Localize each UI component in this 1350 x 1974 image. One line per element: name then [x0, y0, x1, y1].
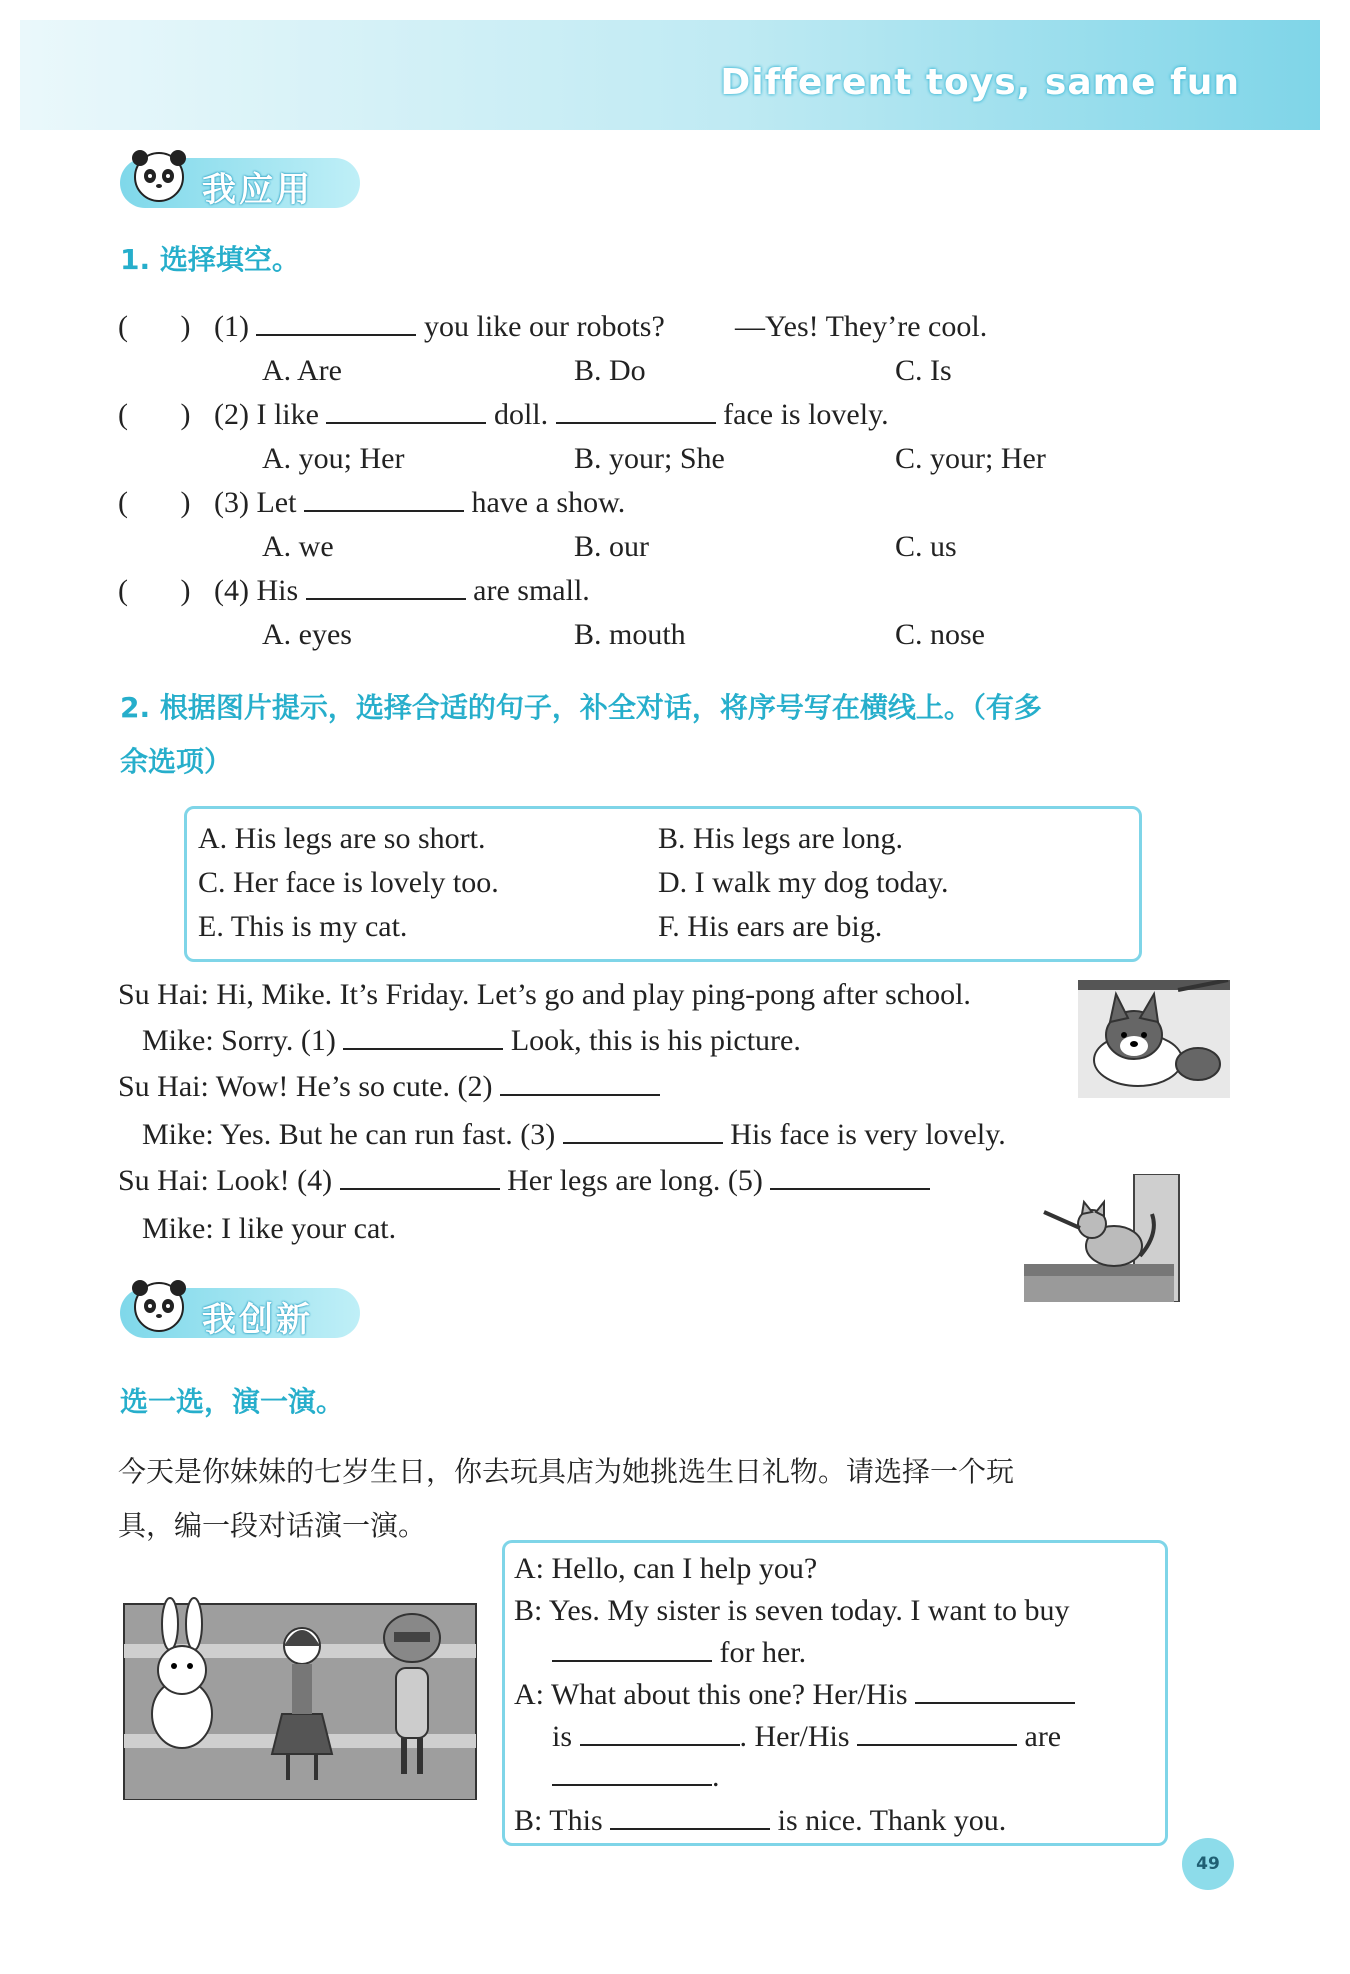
dialogue-text: His face is very lovely. — [730, 1118, 1006, 1151]
answer-blank[interactable] — [256, 310, 416, 336]
page-number: 49 — [1182, 1838, 1234, 1890]
unit-title: Different toys, same fun — [720, 62, 1240, 103]
answer-blank[interactable] — [304, 486, 464, 512]
item-number: (1) — [214, 310, 249, 343]
section-tag-label: 我应用 — [202, 170, 313, 210]
dialogue-line: Mike: I like your cat. — [142, 1212, 397, 1245]
item-text: His — [256, 574, 299, 607]
option-c: C. Is — [895, 354, 952, 387]
q1-item-4 — [214, 574, 590, 608]
dialogue-text: A: What about this one? Her/His — [514, 1678, 908, 1711]
option-item: D. I walk my dog today. — [658, 866, 949, 899]
option-c: C. us — [895, 530, 957, 563]
dialogue-text: Look, this is his picture. — [510, 1024, 801, 1057]
answer-blank[interactable] — [556, 398, 716, 424]
answer-blank[interactable] — [306, 574, 466, 600]
dialogue-line: Su Hai: Hi, Mike. It’s Friday. Let’s go and play ping-pong after school. — [118, 978, 971, 1011]
q3-intro-line1: 今天是你妹妹的七岁生日，你去玩具店为她挑选生日礼物。请选择一个玩 — [118, 1455, 1015, 1488]
answer-blank[interactable] — [915, 1678, 1075, 1704]
dialogue-text: B: This — [514, 1804, 603, 1837]
dialogue-text: Mike: Sorry. (1) — [142, 1024, 336, 1057]
dog-picture — [1078, 980, 1230, 1098]
dialogue-line — [552, 1720, 1061, 1754]
dialogue-line — [552, 1636, 806, 1670]
answer-blank[interactable] — [580, 1720, 740, 1746]
option-b: B. your; She — [574, 442, 725, 475]
answer-paren-4[interactable]: ( ) — [118, 574, 191, 607]
dialogue-line — [142, 1118, 1006, 1152]
dialogue-text: are — [1024, 1720, 1062, 1753]
dialogue-text: is nice. Thank you. — [777, 1804, 1007, 1837]
dialogue-line — [118, 1164, 930, 1198]
answer-blank-5[interactable] — [770, 1164, 930, 1190]
item-text: doll. — [493, 398, 549, 431]
item-number: (4) — [214, 574, 249, 607]
dialogue-text: Su Hai: Look! (4) — [118, 1164, 333, 1197]
option-a: A. you; Her — [262, 442, 405, 475]
q2-heading-line1: 2. 根据图片提示，选择合适的句子，补全对话，将序号写在横线上。（有多 — [120, 691, 1042, 724]
option-item: B. His legs are long. — [658, 822, 903, 855]
dialogue-line — [514, 1804, 1006, 1838]
option-item: A. His legs are so short. — [198, 822, 486, 855]
dialogue-line — [552, 1760, 720, 1794]
cat-picture — [1024, 1174, 1184, 1302]
answer-blank[interactable] — [552, 1636, 712, 1662]
q1-item-2 — [214, 398, 889, 432]
toys-picture — [122, 1584, 482, 1800]
option-b: B. Do — [574, 354, 646, 387]
item-number: (2) — [214, 398, 249, 431]
q1-item-1-reply: —Yes! They’re cool. — [735, 310, 988, 343]
answer-blank-1[interactable] — [343, 1024, 503, 1050]
option-b: B. our — [574, 530, 649, 563]
dialogue-text: Mike: Yes. But he can run fast. (3) — [142, 1118, 556, 1151]
option-a: A. eyes — [262, 618, 352, 651]
item-text: I like — [256, 398, 319, 431]
dialogue-text: is — [552, 1720, 573, 1753]
dialogue-text: . Her/His — [739, 1720, 850, 1753]
panda-icon — [128, 1276, 190, 1338]
q1-item-3 — [214, 486, 625, 520]
q1-item-1 — [214, 310, 665, 344]
answer-blank[interactable] — [610, 1804, 770, 1830]
dialogue-text: . — [712, 1760, 720, 1793]
answer-blank[interactable] — [326, 398, 486, 424]
option-c: C. your; Her — [895, 442, 1046, 475]
answer-blank[interactable] — [857, 1720, 1017, 1746]
q3-intro-line2: 具，编一段对话演一演。 — [118, 1509, 427, 1542]
answer-paren-1[interactable]: ( ) — [118, 310, 191, 343]
dialogue-line: A: Hello, can I help you? — [514, 1552, 818, 1585]
item-number: (3) — [214, 486, 249, 519]
answer-paren-2[interactable]: ( ) — [118, 398, 191, 431]
panda-icon — [128, 146, 190, 208]
option-a: A. Are — [262, 354, 342, 387]
option-b: B. mouth — [574, 618, 686, 651]
item-text: face is lovely. — [723, 398, 889, 431]
q3-heading: 选一选，演一演。 — [120, 1385, 345, 1418]
answer-blank-3[interactable] — [563, 1118, 723, 1144]
q1-heading: 1. 选择填空。 — [120, 243, 300, 276]
answer-blank-4[interactable] — [340, 1164, 500, 1190]
dialogue-text: Su Hai: Wow! He’s so cute. (2) — [118, 1070, 493, 1103]
dialogue-text: Her legs are long. (5) — [507, 1164, 763, 1197]
q2-heading-line2: 余选项） — [120, 745, 233, 778]
item-text: you like our robots? — [423, 310, 665, 343]
option-a: A. we — [262, 530, 334, 563]
section-tag-create — [120, 1288, 360, 1338]
answer-blank-2[interactable] — [500, 1070, 660, 1096]
option-c: C. nose — [895, 618, 985, 651]
section-tag-label: 我创新 — [202, 1300, 313, 1340]
item-text: Let — [256, 486, 297, 519]
option-item: E. This is my cat. — [198, 910, 408, 943]
dialogue-text: for her. — [719, 1636, 807, 1669]
item-text: have a show. — [471, 486, 626, 519]
option-item: C. Her face is lovely too. — [198, 866, 499, 899]
answer-blank[interactable] — [552, 1760, 712, 1786]
answer-paren-3[interactable]: ( ) — [118, 486, 191, 519]
option-item: F. His ears are big. — [658, 910, 883, 943]
dialogue-line — [118, 1070, 660, 1104]
item-text: are small. — [473, 574, 590, 607]
dialogue-line: B: Yes. My sister is seven today. I want to buy — [514, 1594, 1070, 1627]
section-tag-apply — [120, 158, 360, 208]
dialogue-line — [514, 1678, 1075, 1712]
dialogue-line — [142, 1024, 801, 1058]
